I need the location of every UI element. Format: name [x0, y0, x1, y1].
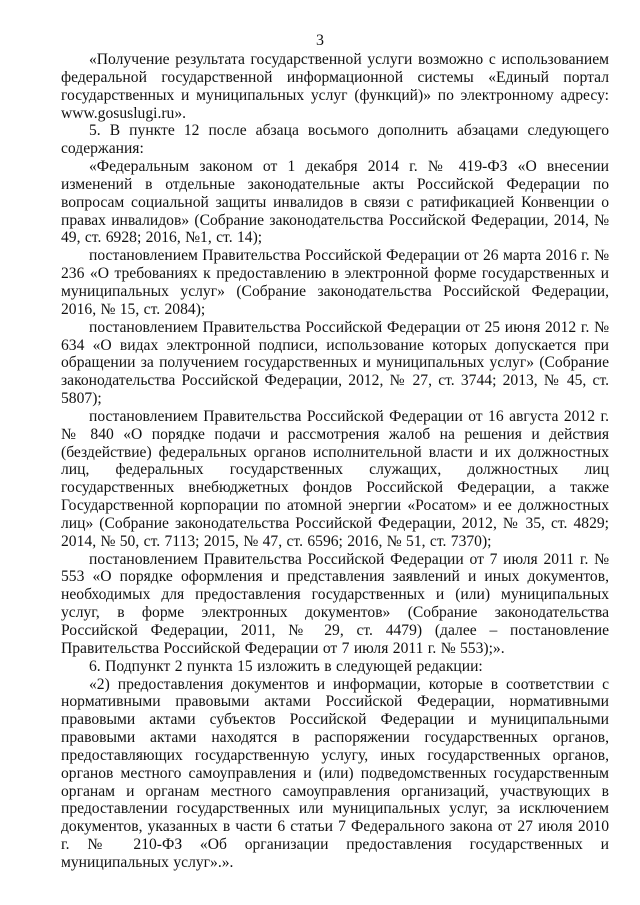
paragraph-resolution-236: постановлением Правительства Российской Федерации от 26 марта 2016 г. № 236 «О требованиях к предоставлению в электронной форме государственных и муниципальных услуг» (Собрание законодательства Российской Федерации, 2016, № 15, ст. 2084); [61, 247, 609, 318]
paragraph-receipt-of-result: «Получение результата государственной услуги возможно с использованием федеральной государственной информационной системы «Единый портал государственных и муниципальных услуг (функций)» по электронному адресу: www.gosuslugi.ru». [61, 51, 609, 122]
paragraph-item-5: 5. В пункте 12 после абзаца восьмого дополнить абзацами следующего содержания: [61, 122, 609, 158]
paragraph-resolution-553: постановлением Правительства Российской Федерации от 7 июля 2011 г. № 553 «О порядке оформления и представления заявлений и иных документов, необходимых для предоставления государственных и (или) муниципальных услуг, в форме электронных документов» (Собрание законодательства Российской Федерации, 2011, № 29, ст. 4479) (далее – постановление Правительства Российской Федерации от 7 июля 2011 г. № 553);». [61, 550, 609, 657]
paragraph-resolution-840: постановлением Правительства Российской Федерации от 16 августа 2012 г. № 840 «О порядке подачи и рассмотрения жалоб на решения и действия (бездействие) федеральных органов исполнительной власти и их должностных лиц, федеральных государственных служащих, должностных лиц государственных внебюджетных фондов Российской Федерации, а также Государственной корпорации по атомной энергии «Росатом» и ее должностных лиц» (Собрание законодательства Российской Федерации, 2012, № 35, ст. 4829; 2014, № 50, ст. 7113; 2015, № 47, ст. 6596; 2016, № 51, ст. 7370); [61, 407, 609, 550]
body-text [61, 51, 609, 872]
paragraph-resolution-634: постановлением Правительства Российской Федерации от 25 июня 2012 г. № 634 «О видах электронной подписи, использование которых допускается при обращении за получением государственных и муниципальных услуг» (Собрание законодательства Российской Федерации, 2012, № 27, ст. 3744; 2013, № 45, ст. 5807); [61, 318, 609, 408]
page-number: 3 [316, 32, 324, 49]
paragraph-item-6: 6. Подпункт 2 пункта 15 изложить в следующей редакции: [89, 657, 483, 675]
paragraph-federal-law-419: «Федеральным законом от 1 декабря 2014 г. № 419-ФЗ «О внесении изменений в отдельные законодательные акты Российской Федерации по вопросам социальной защиты инвалидов в связи с ратификацией Конвенции о правах инвалидов» (Собрание законодательства Российской Федерации, 2014, № 49, ст. 6928; 2016, №1, ст. 14); [61, 158, 609, 247]
paragraph-subitem-2: «2) предоставления документов и информации, которые в соответствии с нормативными правовыми актами Российской Федерации, нормативными правовыми актами субъектов Российской Федерации и муниципальными правовыми актами находятся в распоряжении государственных органов, предоставляющих государственную услугу, иных государственных органов, органов местного самоуправления и (или) подведомственных государственным органам и органам местного самоуправления организаций, участвующих в предоставлении государственных или муниципальных услуг, за исключением документов, указанных в части 6 статьи 7 Федерального закона от 27 июля 2010 г. № 210-ФЗ «Об организации предоставления государственных и муниципальных услуг».». [61, 675, 609, 871]
